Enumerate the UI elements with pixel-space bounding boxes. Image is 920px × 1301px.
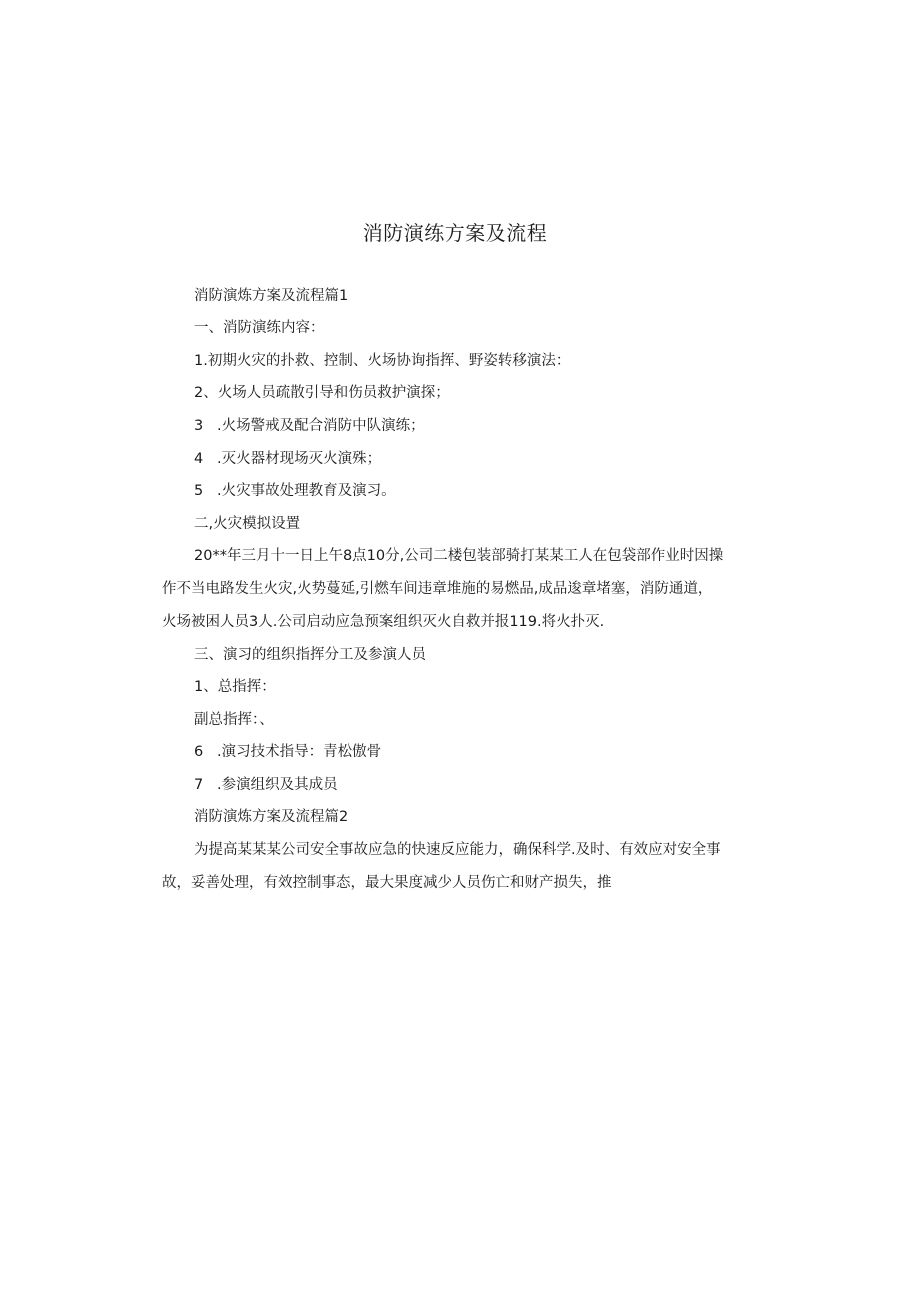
list-item: 1.初期火灾的扑救、控制、火场协询指挥、野姿转移演法：: [194, 353, 571, 369]
list-item: 3 .火场警戒及配合消防中队演练；: [194, 418, 425, 434]
list-item: 6 .演习技术指导：青松傲骨: [194, 744, 382, 760]
document-title: 消防演练方案及流程: [362, 221, 548, 245]
section-heading-part1: 消防演炼方案及流程篇1: [194, 288, 349, 304]
paragraph-line: 火场被困人员3人.公司启动应急预案组织灭火自救并报119.将火扑灭.: [162, 614, 605, 630]
paragraph-line: 故，妥善处理，有效控制事态，最大果度减少人员伤亡和财产损失，推: [162, 875, 612, 891]
section-heading-organization: 三、演习的组织指挥分工及参演人员: [194, 647, 426, 663]
paragraph-line: 为提高某某某公司安全事故应急的快速反应能力，确保科学.及时、有效应对安全事: [194, 842, 721, 858]
section-heading-part2: 消防演炼方案及流程篇2: [194, 809, 349, 825]
list-item: 1、总指挥：: [194, 679, 276, 695]
list-item: 5 .火灾事故处理教育及演习。: [194, 483, 396, 499]
list-item: 2、火场人员疏散引导和伤员救护演探；: [194, 385, 450, 401]
paragraph-line: 20**年三月十一日上午8点10分,公司二楼包装部骑打某某工人在包袋部作业时因操: [194, 548, 724, 564]
list-item: 7 .参演组织及其成员: [194, 777, 338, 793]
list-item: 4 .灭火器材现场灭火演殊；: [194, 451, 382, 467]
section-heading-drill-content: 一、消防演练内容：: [194, 320, 325, 336]
section-heading-fire-simulation: 二,火灾模拟设置: [194, 516, 301, 532]
paragraph-line: 作不当电路发生火灾,火势蔓延,引燃车间违章堆施的易燃品,成品逡章堵塞，消防通道，: [162, 581, 713, 597]
list-item: 副总指挥：、: [194, 712, 274, 728]
